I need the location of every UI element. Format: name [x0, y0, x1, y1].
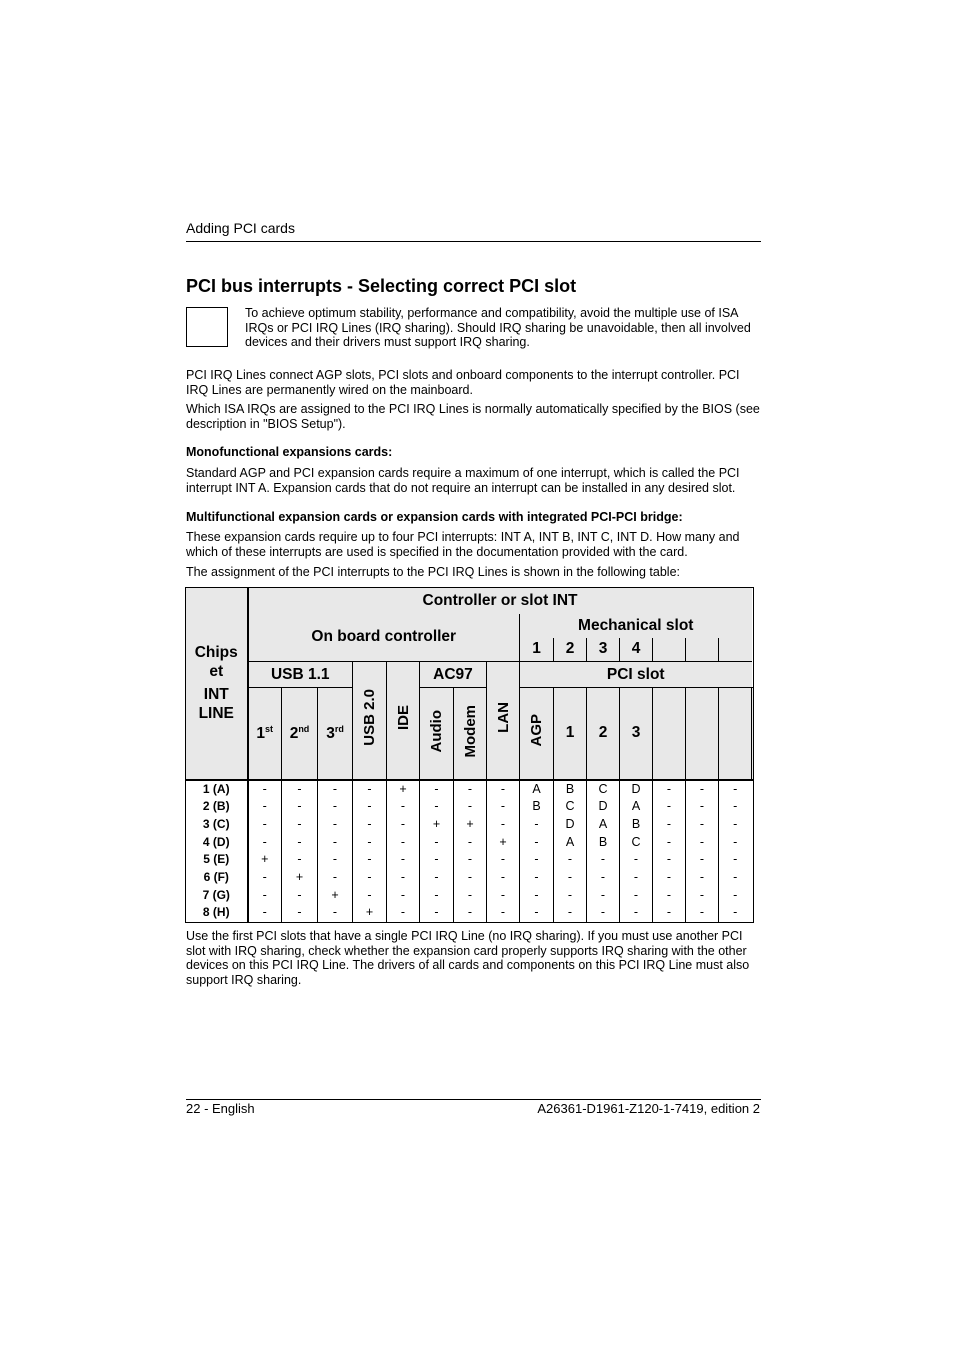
mech-slot-empty-7 — [719, 638, 752, 662]
table-cell: - — [686, 851, 719, 869]
table-cell: - — [282, 851, 318, 869]
section-heading: PCI bus interrupts - Selecting correct PCI slot — [186, 276, 577, 296]
table-cell: - — [387, 798, 420, 816]
int-line-cell: 8 (H) — [202, 905, 230, 920]
table-cell: - — [554, 887, 587, 905]
audio-header — [420, 688, 454, 780]
table-cell: - — [318, 851, 353, 869]
chipset-int-line-header — [186, 588, 248, 780]
paragraph-isa-irqs: Which ISA IRQs are assigned to the PCI IRQ Lines is normally automatically specified by the BIOS (see description in "BIOS Setup"). — [186, 402, 760, 431]
usb-col-2 — [282, 688, 318, 780]
controller-header: Controller or slot INT — [248, 588, 752, 614]
table-cell: - — [520, 834, 554, 852]
pci-slot-empty-6 — [719, 688, 752, 780]
table-cell: - — [587, 887, 620, 905]
table-cell: - — [520, 869, 554, 887]
table-cell: A — [520, 780, 554, 799]
table-cell: - — [620, 904, 653, 922]
table-cell: - — [387, 904, 420, 922]
table-cell: A — [554, 834, 587, 852]
mech-slot-empty-5 — [653, 638, 686, 662]
usb-col-1-sup: st — [265, 723, 274, 734]
int-line-cell: 2 (B) — [202, 799, 230, 814]
int-line-cell: 3 (C) — [202, 816, 230, 831]
table-cell: - — [454, 798, 487, 816]
table-cell: - — [454, 834, 487, 852]
table-cell: - — [248, 816, 282, 834]
table-row — [186, 834, 754, 852]
table-cell: D — [554, 816, 587, 834]
table-cell: - — [653, 816, 686, 834]
table-cell: - — [520, 887, 554, 905]
table-cell: - — [387, 887, 420, 905]
table-cell: - — [719, 887, 752, 905]
note-icon — [186, 307, 228, 347]
table-cell: - — [420, 798, 454, 816]
pci-slot-header: PCI slot — [520, 662, 752, 688]
irq-table-body — [186, 780, 754, 923]
ide-header — [387, 662, 420, 780]
table-cell: - — [653, 798, 686, 816]
table-cell: - — [487, 816, 520, 834]
table-cell: - — [719, 798, 752, 816]
table-cell: - — [520, 816, 554, 834]
table-cell: - — [520, 904, 554, 922]
table-cell: C — [620, 834, 653, 852]
table-cell: - — [282, 780, 318, 799]
mech-slot-empty-6 — [686, 638, 719, 662]
table-cell: - — [318, 798, 353, 816]
paragraph-irq-lines: PCI IRQ Lines connect AGP slots, PCI slots and onboard components to the interrupt controller. PCI IRQ Lines are permanently wired on the mainboard. — [186, 368, 740, 397]
paragraph-irq-sharing: Use the first PCI slots that have a single PCI IRQ Line (no IRQ sharing). If you must use another PCI slot with IRQ sharing, check whether the expansion card properly supports IRQ sharing with the other devices on this PCI IRQ Line. The drivers of all cards and components on this PCI IRQ Line must also support IRQ sharing. — [186, 929, 750, 987]
table-cell: - — [487, 780, 520, 799]
table-cell: C — [554, 798, 587, 816]
table-cell: - — [620, 887, 653, 905]
table-cell: + — [454, 816, 487, 834]
subheading-multifunctional: Multifunctional expansion cards or expansion cards with integrated PCI-PCI bridge: — [186, 510, 683, 524]
pci-slot-2: 2 — [587, 688, 620, 780]
usb-col-2-sup: nd — [298, 723, 310, 734]
table-cell: - — [686, 816, 719, 834]
usb-col-3-sup: rd — [334, 723, 344, 734]
table-cell: B — [554, 780, 587, 799]
usb20-header — [353, 662, 387, 780]
table-cell: - — [318, 816, 353, 834]
int-line-cell: 4 (D) — [202, 834, 230, 849]
pci-slot-empty-4 — [653, 688, 686, 780]
table-cell: - — [454, 851, 487, 869]
table-cell: - — [353, 780, 387, 799]
table-cell: + — [353, 904, 387, 922]
table-row — [186, 798, 754, 816]
lan-label: LAN — [494, 702, 512, 734]
irq-assignment-table — [185, 587, 754, 923]
table-cell: - — [719, 816, 752, 834]
table-cell: - — [318, 780, 353, 799]
table-row — [186, 780, 754, 799]
table-cell: - — [686, 887, 719, 905]
int-line-label: INT LINE — [198, 686, 234, 723]
table-cell: - — [353, 798, 387, 816]
agp-header — [520, 688, 554, 780]
lan-header — [487, 662, 520, 780]
table-row — [186, 869, 754, 887]
table-cell: - — [248, 904, 282, 922]
table-cell: - — [554, 869, 587, 887]
table-cell: - — [353, 816, 387, 834]
note-text: To achieve optimum stability, performance and compatibility, avoid the multiple use of ISA IRQs or PCI IRQ Lines (IRQ sharing). Should IRQ sharing be unavoidable, then all involved devices and their drivers must support IRQ sharing. — [245, 306, 751, 349]
table-cell: - — [686, 798, 719, 816]
table-cell: D — [620, 780, 653, 799]
table-cell: - — [719, 869, 752, 887]
table-cell: - — [282, 798, 318, 816]
table-cell: - — [653, 904, 686, 922]
table-cell: - — [353, 851, 387, 869]
mech-slot-2: 2 — [554, 638, 587, 662]
table-cell: - — [487, 851, 520, 869]
table-cell: - — [353, 834, 387, 852]
table-cell: - — [387, 816, 420, 834]
table-cell: - — [686, 834, 719, 852]
int-line-cell: 6 (F) — [203, 870, 229, 885]
usb-col-3 — [318, 688, 353, 780]
table-cell: - — [420, 834, 454, 852]
table-cell: + — [318, 887, 353, 905]
table-cell: + — [387, 780, 420, 799]
header-divider — [186, 241, 761, 242]
table-cell: - — [282, 816, 318, 834]
table-cell: - — [587, 869, 620, 887]
table-cell: - — [454, 904, 487, 922]
table-cell: - — [520, 851, 554, 869]
table-row — [186, 851, 754, 869]
agp-label: AGP — [528, 714, 545, 747]
table-cell: - — [686, 869, 719, 887]
table-cell: - — [653, 834, 686, 852]
table-cell: - — [420, 780, 454, 799]
table-cell: - — [387, 851, 420, 869]
int-line-cell: 7 (G) — [202, 887, 230, 902]
ac97-header: AC97 — [420, 662, 487, 688]
table-cell: - — [487, 798, 520, 816]
pci-slot-1: 1 — [554, 688, 587, 780]
table-cell: - — [248, 887, 282, 905]
table-cell: - — [719, 851, 752, 869]
table-cell: + — [282, 869, 318, 887]
ide-label: IDE — [394, 705, 412, 731]
table-cell: - — [454, 780, 487, 799]
table-cell: - — [454, 887, 487, 905]
table-cell: - — [719, 904, 752, 922]
audio-label: Audio — [428, 709, 445, 752]
table-cell: - — [554, 904, 587, 922]
table-cell: - — [620, 869, 653, 887]
mech-slot-4: 4 — [620, 638, 653, 662]
table-cell: B — [620, 816, 653, 834]
mech-slot-3: 3 — [587, 638, 620, 662]
table-cell: - — [248, 780, 282, 799]
table-cell: - — [318, 904, 353, 922]
pci-slot-empty-7 — [752, 688, 754, 780]
usb-col-1-num: 1 — [256, 724, 266, 742]
table-cell: - — [587, 904, 620, 922]
table-cell: - — [653, 851, 686, 869]
paragraph-table-intro: The assignment of the PCI interrupts to the PCI IRQ Lines is shown in the following table: — [186, 565, 681, 579]
table-cell: - — [653, 869, 686, 887]
mechanical-slot-header: Mechanical slot — [520, 614, 752, 638]
footer-document-id: A26361-D1961-Z120-1-7419, edition 2 — [537, 1101, 760, 1116]
table-cell: - — [487, 869, 520, 887]
table-cell: - — [719, 834, 752, 852]
paragraph-monofunctional: Standard AGP and PCI expansion cards require a maximum of one interrupt, which is called the PCI interrupt INT A. Expansion cards that do not require an interrupt can be installed in any desired slot. — [186, 466, 740, 495]
mech-slot-1: 1 — [520, 638, 554, 662]
table-cell: - — [420, 904, 454, 922]
usb-col-2-num: 2 — [289, 724, 299, 742]
table-cell: - — [653, 780, 686, 799]
table-cell: + — [487, 834, 520, 852]
table-row — [186, 887, 754, 905]
footer-divider — [186, 1099, 761, 1100]
usb11-header: USB 1.1 — [248, 662, 353, 688]
int-line-cell: 5 (E) — [203, 852, 230, 867]
usb20-label: USB 2.0 — [361, 689, 378, 747]
pci-slot-3: 3 — [620, 688, 653, 780]
table-row — [186, 904, 754, 922]
table-cell: - — [487, 904, 520, 922]
table-row — [186, 816, 754, 834]
table-cell: - — [248, 798, 282, 816]
usb-col-1 — [248, 688, 282, 780]
table-cell: - — [318, 834, 353, 852]
table-cell: - — [248, 869, 282, 887]
chipset-label: Chips et — [194, 644, 238, 681]
table-cell: - — [387, 834, 420, 852]
table-cell: - — [353, 869, 387, 887]
table-cell: - — [554, 851, 587, 869]
table-cell: + — [420, 816, 454, 834]
table-cell: - — [420, 887, 454, 905]
table-cell: - — [282, 834, 318, 852]
table-cell: - — [282, 904, 318, 922]
table-cell: - — [620, 851, 653, 869]
table-cell: - — [420, 851, 454, 869]
table-cell: - — [587, 851, 620, 869]
table-cell: C — [587, 780, 620, 799]
table-cell: - — [282, 887, 318, 905]
table-cell: D — [587, 798, 620, 816]
table-cell: A — [587, 816, 620, 834]
subheading-monofunctional: Monofunctional expansions cards: — [186, 445, 393, 459]
page-header-title: Adding PCI cards — [186, 220, 295, 236]
table-cell: - — [420, 869, 454, 887]
table-cell: - — [686, 780, 719, 799]
table-cell: - — [686, 904, 719, 922]
table-cell: + — [248, 851, 282, 869]
table-cell: A — [620, 798, 653, 816]
table-cell: - — [454, 869, 487, 887]
paragraph-multifunctional: These expansion cards require up to four PCI interrupts: INT A, INT B, INT C, INT D. How many and which of these interrupts are used is specified in the documentation provided with the card. — [186, 530, 740, 559]
modem-label: Modem — [461, 704, 479, 757]
table-cell: - — [353, 887, 387, 905]
usb-col-3-num: 3 — [326, 724, 335, 742]
table-cell: - — [487, 887, 520, 905]
table-cell: B — [587, 834, 620, 852]
pci-slot-empty-5 — [686, 688, 719, 780]
table-cell: - — [318, 869, 353, 887]
table-cell: - — [719, 780, 752, 799]
modem-header — [454, 688, 487, 780]
table-cell: - — [653, 887, 686, 905]
int-line-cell: 1 (A) — [202, 781, 230, 796]
table-cell: B — [520, 798, 554, 816]
table-cell: - — [387, 869, 420, 887]
footer-page-number: 22 - English — [186, 1101, 255, 1116]
table-cell: - — [248, 834, 282, 852]
onboard-controller-header: On board controller — [248, 614, 520, 662]
